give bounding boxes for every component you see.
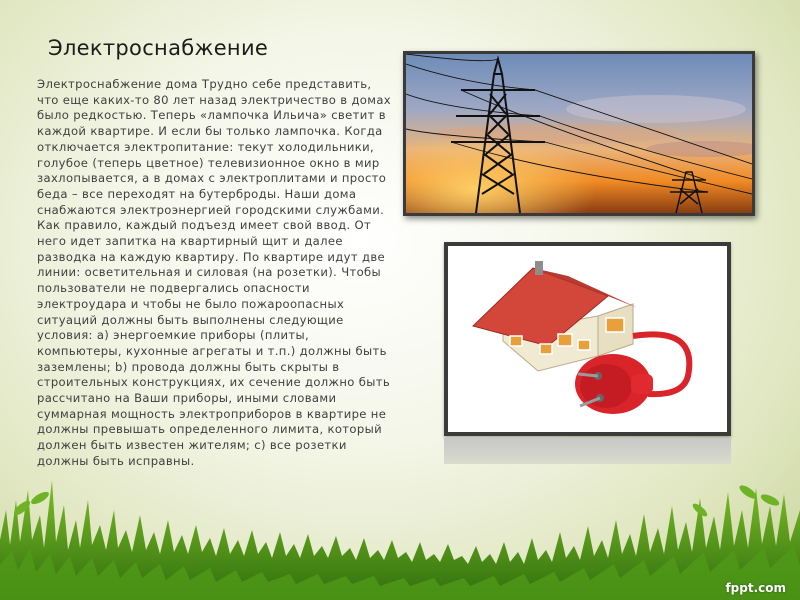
power-tower-image [406, 54, 752, 213]
watermark: fppt.com [725, 581, 786, 595]
grass-decoration [0, 470, 800, 600]
power-tower-photo [403, 51, 755, 216]
slide-body-text: Электроснабжение дома Трудно себе представить, что еще каких-то 80 лет назад электричество в домах было редкостью. Теперь «лампочка Ильича» светит в каждой квартире. И если бы только лампочка. Когда отключается электропитание: текут холодильники, голубое (теперь цветное) телевизионное окно в мир захлопывается, а в домах с электроплитами и просто беда – все переходят на бутерброды. Наши дома снабжаются электроэнергией городскими службами. Как правило, каждый подъезд имеет свой ввод. От него идет запитка на квартирный щит и далее разводка на каждую квартиру. По квартире идут две линии: осветительная и силовая (на розетки). Чтобы пользователи не подвергались опасности электроудара и чтобы не было пожароопасных ситуаций должны быть выполнены следующие условия: а) энергоемкие приборы (плиты, компьютеры, кухонные агрегаты и т.п.) должны быть заземлены; b) провода должны быть скрыты в строительных конструкциях, их сечение должно быть рассчитано на Ваши приборы, иными словами суммарная мощность электроприборов в квартире не должны превышать определенного лимита, который должен быть известен жителям; c) все розетки должны быть исправны. [37, 77, 392, 468]
photo-reflection [444, 438, 731, 464]
house-plug-photo [444, 242, 731, 436]
house-plug-image [448, 246, 727, 432]
slide-title: Электроснабжение [48, 36, 269, 60]
